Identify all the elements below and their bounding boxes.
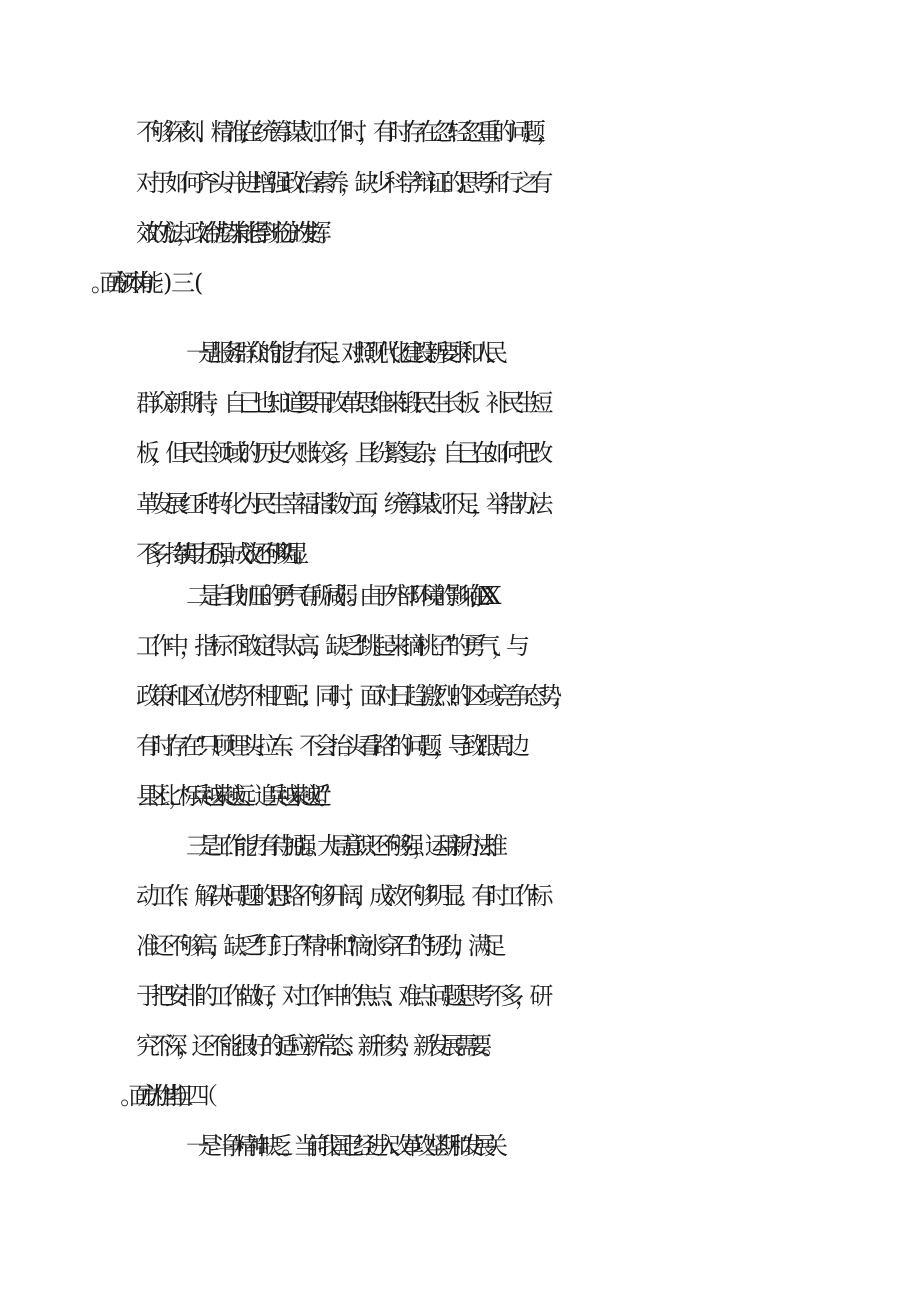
paragraph-start-line: 二是自我加压的勇气有所减弱。由于外部环境的影响,在XX [186, 582, 490, 610]
paragraph-start-line: 一是斗争精神缺乏。当前我国已经进入改革攻坚期和发展关 [186, 1132, 496, 1160]
section-heading [194, 263, 920, 303]
text-line: 动工作、解决问题的思路不够开阔，成效不够明显。有时工作标 [136, 882, 544, 910]
section-heading [194, 1076, 920, 1116]
text-line: 效的方法，政治优势未能得到充分的发挥。 [136, 219, 328, 247]
text-line: 群众新期待，自己也知道要用改革思维来锻民生长板、补民生短 [136, 389, 544, 417]
paragraph-start-line: 三是工作能力有待加强。大局意识还不够强，运用新办法推 [186, 832, 496, 860]
paragraph-start-line: 一是服务群众的能力有不足。对照现代化建设新要求和人民 [186, 339, 496, 367]
text-line: 究不深，还不能很好的适应新常态、新形势、新发展需要。 [136, 1032, 496, 1060]
text-line: 政策和区位优势不相匹配；同时，面对日趋激烈的区域竞争态势， [136, 682, 568, 710]
text-line: 有时存在“只顾埋头拉车、不会抬头看路”的问题，导致跟周边 [136, 732, 521, 760]
text-line: 准还不够高，缺乏“钉钉子”精神和“滴水穿石”的韧劲，满足 [136, 932, 498, 960]
text-line: 对于如何齐头并进增强政治素养，缺少科学辩证的思考和行之有 [136, 169, 544, 197]
text-line: 工作中，指标不敢定得太高，缺乏“跳起来摘桃子”的勇气，与 [136, 632, 521, 660]
text-line: 不够深刻、精准,在统筹谋划工作时，有时存在忽轻忽重的问题， [136, 118, 552, 146]
text-line: 不多，持续用力不强，成效还不够明显。 [136, 540, 304, 568]
text-line: 于把安排的工作做好，对工作中的焦点、难点问题思考不多，研 [136, 982, 544, 1010]
text-line: 革发展红利转化为民生幸福指数方面，统筹谋划不足，举措办法 [136, 490, 544, 518]
text-line: 县区比，“标兵越来越远、追兵越来越近”。 [136, 782, 329, 810]
text-line: 板，但民生领域的历史欠账较多，且纷繁复杂，自己在如何把改 [136, 439, 544, 467]
